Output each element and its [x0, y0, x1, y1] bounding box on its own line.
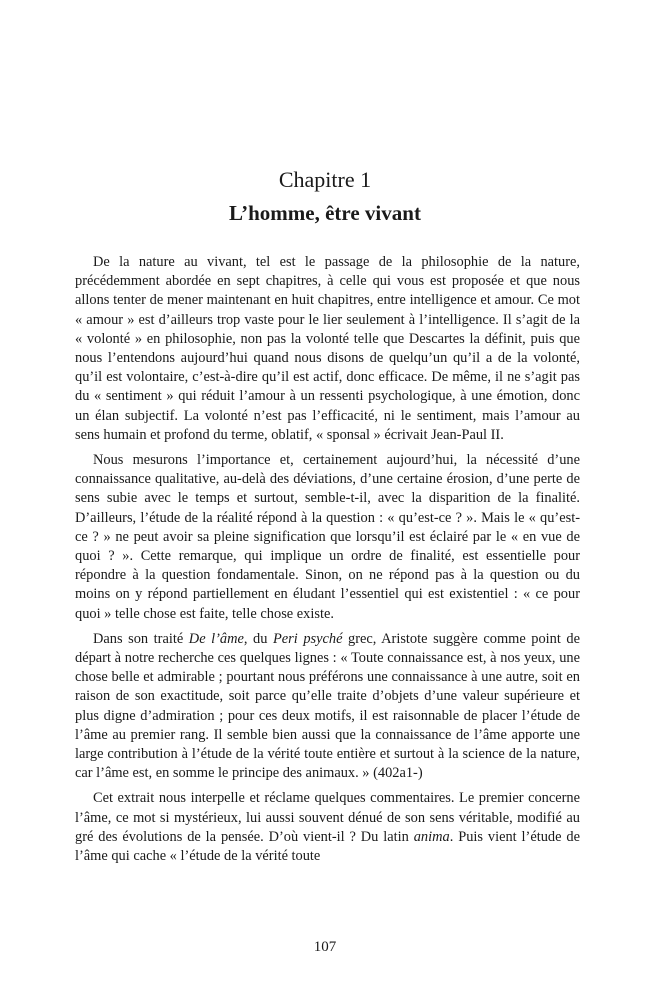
- paragraph: [75, 253, 580, 445]
- paragraph-text: De la nature au vivant, tel est le passage de la philosophie de la nature, précédemment abordée en sept chapitres, à celle qui vous est proposée et que nous allons tenter de mener maintenant en huit chapitres, entre intelligence et amour. Ce mot « amour » est d’ailleurs trop vaste pour le lier seulement à l’intelligence. Il s’agit de la « volonté » en philosophie, non pas la volonté telle que Descartes la définit, puis que nous l’entendons aujourd’hui quand nous disons de quelqu’un qu’il a de la volonté, qu’il est volontaire, c’est-à-dire qu’il est actif, donc efficace. De même, il ne s’agit pas du « sentiment » qui réduit l’amour à un ressenti psychologique, à une émotion, donc un élan subjectif. La volonté n’est pas l’efficacité, ni le sentiment, mais l’amour au sens humain et profond du terme, oblatif, « sponsal » écrivait Jean-Paul II.: [75, 254, 580, 443]
- paragraph: [75, 630, 580, 784]
- chapter-number: Chapitre 1: [278, 167, 372, 192]
- chapter-body: [75, 253, 580, 866]
- page-number: 107: [313, 939, 337, 955]
- paragraph-text: Nous mesurons l’importance et, certainement aujourd’hui, la nécessité d’une connaissance qualitative, au-delà des déviations, d’une certaine érosion, d’une perte de sens subie avec le temps et surtout, semble-t-il, avec la disparition de la finalité. D’ailleurs, l’étude de la réalité répond à la question : « qu’est-ce ? ». Mais le « qu’est-ce ? » ne peut avoir sa pleine signification que lorsqu’il est éclairé par le « en vue de quoi ? ». Cette remarque, qui implique un ordre de finalité, est essentielle pour répondre à la question fondamentale. Sinon, on ne répond pas à la question ou du moins on y répond partiellement en éludant l’essentiel qui est existentiel : « ce pour quoi » telle chose est faite, telle chose existe.: [75, 452, 580, 622]
- latin-word-italic: anima: [413, 828, 450, 845]
- paragraph-text: Cet extrait nous interpelle et réclame quelques commentaires. Le premier concerne l’âme, ce mot si mystérieux, lui aussi souvent dénué de son sens véritable, modifié au gré des évolutions de la pensée. D’où vient-il ? Du latin: [75, 790, 580, 845]
- paragraph: [75, 451, 580, 624]
- chapter-title: L’homme, être vivant: [229, 201, 421, 225]
- paragraph-text: . Puis vient l’étude de l’âme qui cache « l’étude de la vérité toute: [75, 828, 580, 865]
- chapter-heading: [0, 166, 650, 227]
- greek-title-italic: Peri psyché: [273, 630, 343, 647]
- paragraph-text: Dans son traité: [93, 630, 189, 647]
- paragraph-text: , du: [243, 630, 273, 647]
- paragraph: [75, 789, 580, 866]
- paragraph-text: grec, Aristote suggère comme point de départ à notre recherche ces quelques lignes : « Toute connaissance est, à nos yeux, une chose belle et admirable ; pourtant nous préférons une connaissance à une autre, soit en raison de son exactitude, soit parce qu’elle traite d’objets d’une valeur supérieure et plus digne d’admiration ; pour ces deux motifs, il est raisonnable de placer l’étude de l’âme au premier rang. Il semble bien aussi que la connaissance de l’âme apporte une large contribution à l’étude de la vérité toute entière et surtout à la science de la nature, car l’âme est, en somme le principe des animaux. » (402a1-): [75, 630, 580, 782]
- book-title-italic: De l’âme: [188, 630, 244, 647]
